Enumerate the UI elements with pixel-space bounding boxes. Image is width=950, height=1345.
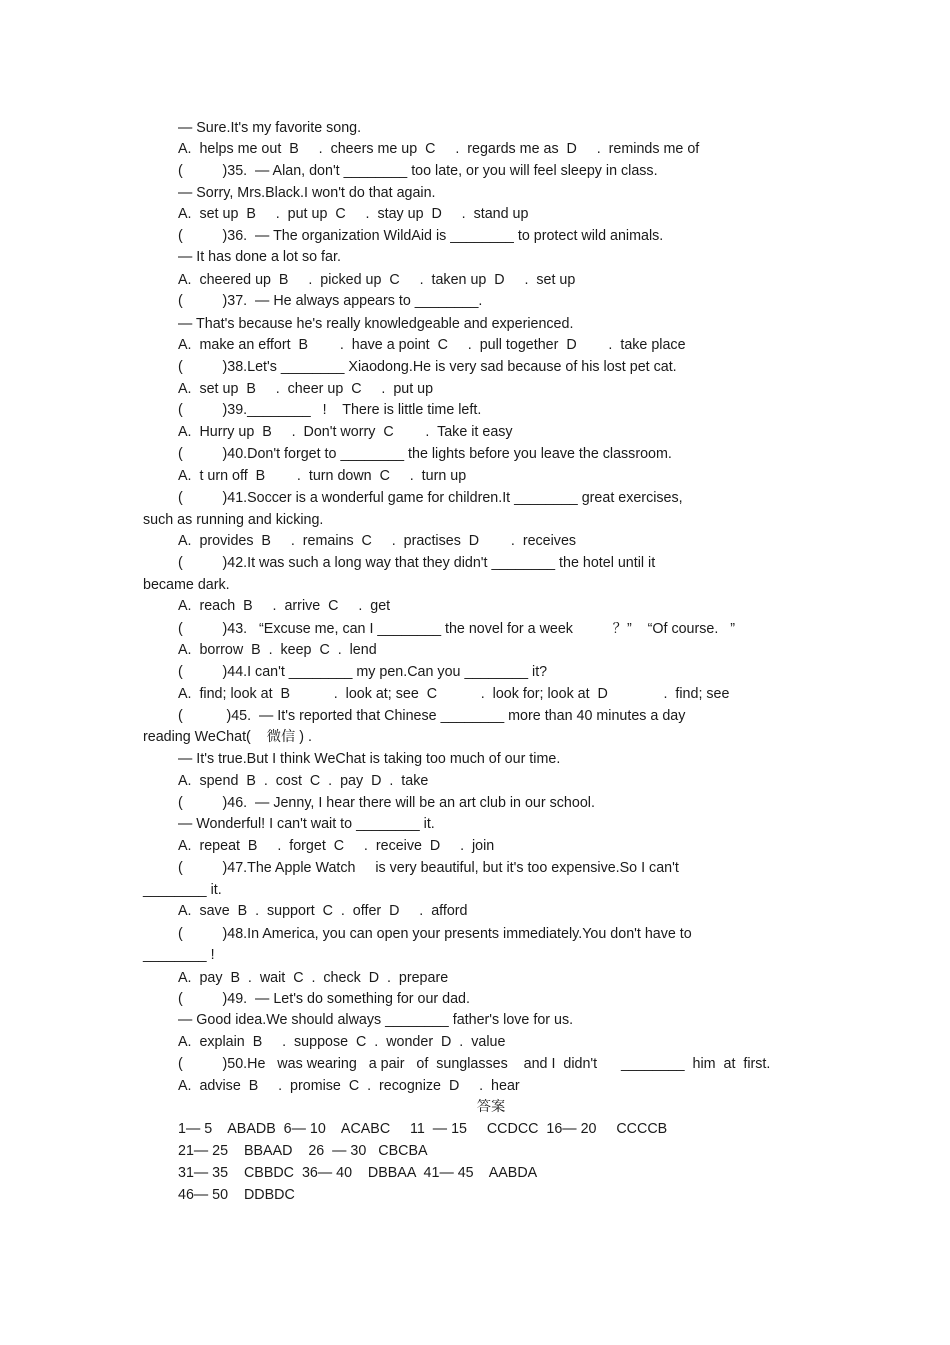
question-44: ( )44.I can't ________ my pen.Can you ________ it? [178,664,548,680]
text-line: such as running and kicking. [143,512,324,528]
option-line: A. save B . support C . offer D . afford [178,903,468,919]
option-line: A. pay B . wait C . check D . prepare [178,970,449,986]
text-line: reading WeChat( 微信 ) . [143,729,312,745]
text-line: — It's true.But I think WeChat is taking too much of our time. [178,751,561,767]
text-line: — Sure.It's my favorite song. [178,120,362,136]
question-43: ( )43. “Excuse me, can I ________ the novel for a week ？” “Of course. ” [178,621,736,637]
option-line: A. borrow B . keep C . lend [178,642,377,658]
question-35: ( )35. — Alan, don't ________ too late, or you will feel sleepy in class. [178,163,658,179]
question-38: ( )38.Let's ________ Xiaodong.He is very sad because of his lost pet cat. [178,359,677,375]
question-39: ( )39.________ ! There is little time left. [178,402,482,418]
answer-line: 1— 5 ABADB 6— 10 ACABC 11 — 15 CCDCC 16— 20 CCCCB [178,1121,668,1137]
text-line: became dark. [143,577,230,593]
option-line: A. Hurry up B . Don't worry C . Take it easy [178,424,513,440]
option-line: A. provides B . remains C . practises D . receives [178,533,577,549]
question-40: ( )40.Don't forget to ________ the lights before you leave the classroom. [178,446,672,462]
question-48: ( )48.In America, you can open your presents immediately.You don't have to [178,926,692,942]
option-line: A. find; look at B . look at; see C . look for; look at D . find; see [178,686,730,702]
text-line: ________ it. [143,882,222,898]
question-45: ( )45. — It's reported that Chinese ________ more than 40 minutes a day [178,708,686,724]
text-line: ________ ! [143,947,215,963]
option-line: A. make an effort B . have a point C . pull together D . take place [178,337,686,353]
answer-line: 31— 35 CBBDC 36— 40 DBBAA 41— 45 AABDA [178,1165,538,1181]
question-37: ( )37. — He always appears to ________. [178,293,483,309]
text-line: — Good idea.We should always ________ father's love for us. [178,1012,574,1028]
question-36: ( )36. — The organization WildAid is ________ to protect wild animals. [178,228,664,244]
question-49: ( )49. — Let's do something for our dad. [178,991,470,1007]
answer-line: 46— 50 DDBDC [178,1187,295,1203]
option-line: A. set up B . cheer up C . put up [178,381,434,397]
option-line: A. spend B . cost C . pay D . take [178,773,429,789]
question-41: ( )41.Soccer is a wonderful game for children.It ________ great exercises, [178,490,683,506]
option-line: A. advise B . promise C . recognize D . hear [178,1078,520,1094]
question-50: ( )50.He was wearing a pair of sunglasses and I didn't ________ him at first. [178,1056,771,1072]
option-line: A. explain B . suppose C . wonder D . value [178,1034,506,1050]
text-line: — It has done a lot so far. [178,249,341,265]
option-line: A. cheered up B . picked up C . taken up D . set up [178,272,576,288]
option-line: A. t urn off B . turn down C . turn up [178,468,467,484]
option-line: A. reach B . arrive C . get [178,598,391,614]
option-line: A. set up B . put up C . stay up D . stand up [178,206,529,222]
option-line: A. repeat B . forget C . receive D . join [178,838,495,854]
text-line: — That's because he's really knowledgeable and experienced. [178,316,574,332]
answer-line: 21— 25 BBAAD 26 — 30 CBCBA [178,1143,428,1159]
question-47: ( )47.The Apple Watch is very beautiful, but it's too expensive.So I can't [178,860,679,876]
question-46: ( )46. — Jenny, I hear there will be an art club in our school. [178,795,595,811]
answer-heading: 答案 [476,1099,506,1115]
question-42: ( )42.It was such a long way that they didn't ________ the hotel until it [178,555,656,571]
text-line: — Sorry, Mrs.Black.I won't do that again. [178,185,436,201]
option-line: A. helps me out B . cheers me up C . regards me as D . reminds me of [178,141,700,157]
text-line: — Wonderful! I can't wait to ________ it. [178,816,435,832]
